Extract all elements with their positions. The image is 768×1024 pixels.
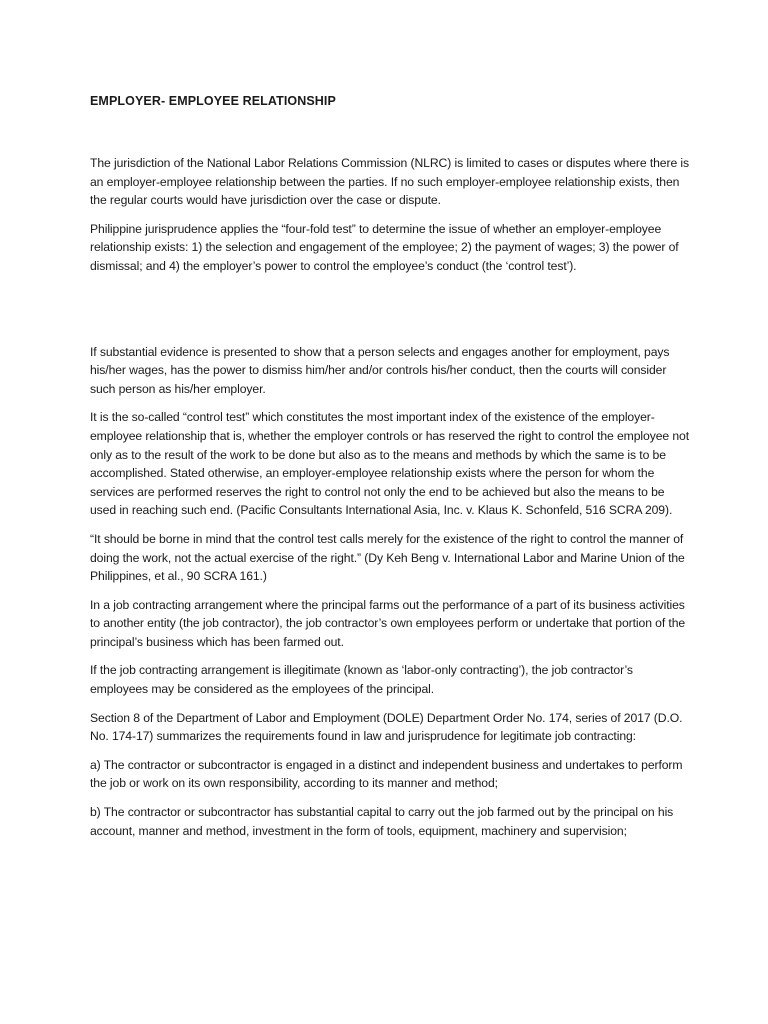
- paragraph-labor-only-contracting: If the job contracting arrangement is illegitimate (known as ‘labor-only contracting’), the job contractor’s employees may be considered as the employees of the principal.: [90, 663, 633, 697]
- paragraph-job-contracting: In a job contracting arrangement where the principal farms out the performance of a part of its business activities to another entity (the job contractor), the job contractor’s own employees perform or undertake that portion of the principal’s business which has been farmed out.: [90, 597, 686, 649]
- paragraph-substantial-evidence: If substantial evidence is presented to show that a person selects and engages another for employment, pays his/her wages, has the power to dismiss him/her and/or controls his/her conduct, then the courts will consider such person as his/her employer.: [90, 344, 670, 396]
- document-title: EMPLOYER- EMPLOYEE RELATIONSHIP: [90, 94, 336, 108]
- paragraph-spacer: [90, 286, 690, 343]
- paragraph-four-fold-test: Philippine jurisprudence applies the “four-fold test” to determine the issue of whether an employer-employee relationship exists: 1) the selection and engagement of the employee; 2) the payment of wages; 3) the power of dismissal; and 4) the employer’s power to control the employee’s conduct (the ‘control test’).: [90, 221, 679, 273]
- paragraph-dole-section-8: Section 8 of the Department of Labor and Employment (DOLE) Department Order No. 174, series of 2017 (D.O. No. 174-17) summarizes the requirements found in law and jurisprudence for legitimate job contracting:: [90, 710, 683, 744]
- paragraph-control-test-quote: “It should be borne in mind that the control test calls merely for the existence of the right to control the manner of doing the work, not the actual exercise of the right.” (Dy Keh Beng v. International Labor and Marine Union of the Philippines, et al., 90 SCRA 161.): [90, 531, 685, 584]
- paragraph-requirement-a: a) The contractor or subcontractor is engaged in a distinct and independent business and undertakes to perform the job or work on its own responsibility, according to its manner and method;: [90, 757, 683, 791]
- document-content: [90, 92, 690, 850]
- paragraph-nlrc-jurisdiction: The jurisdiction of the National Labor Relations Commission (NLRC) is limited to cases or disputes where there is an employer-employee relationship between the parties. If no such employer-employee relationship exists, then the regular courts would have jurisdiction over the case or dispute.: [90, 156, 690, 208]
- paragraph-control-test: It is the so-called “control test” which constitutes the most important index of the existence of the employer-employee relationship that is, whether the employer controls or has reserved the right to control the employee not only as to the result of the work to be done but also as to the means and methods by which the same is to be accomplished. Stated otherwise, an employer-employee relationship exists where the person for whom the services are performed reserves the right to control not only the end to be achieved but also the means to be used in reaching such end. (Pacific Consultants International Asia, Inc. v. Klaus K. Schonfeld, 516 SCRA 209).: [90, 410, 689, 518]
- paragraph-requirement-b: b) The contractor or subcontractor has substantial capital to carry out the job farmed out by the principal on his account, manner and method, investment in the form of tools, equipment, machinery and supervision;: [90, 805, 674, 838]
